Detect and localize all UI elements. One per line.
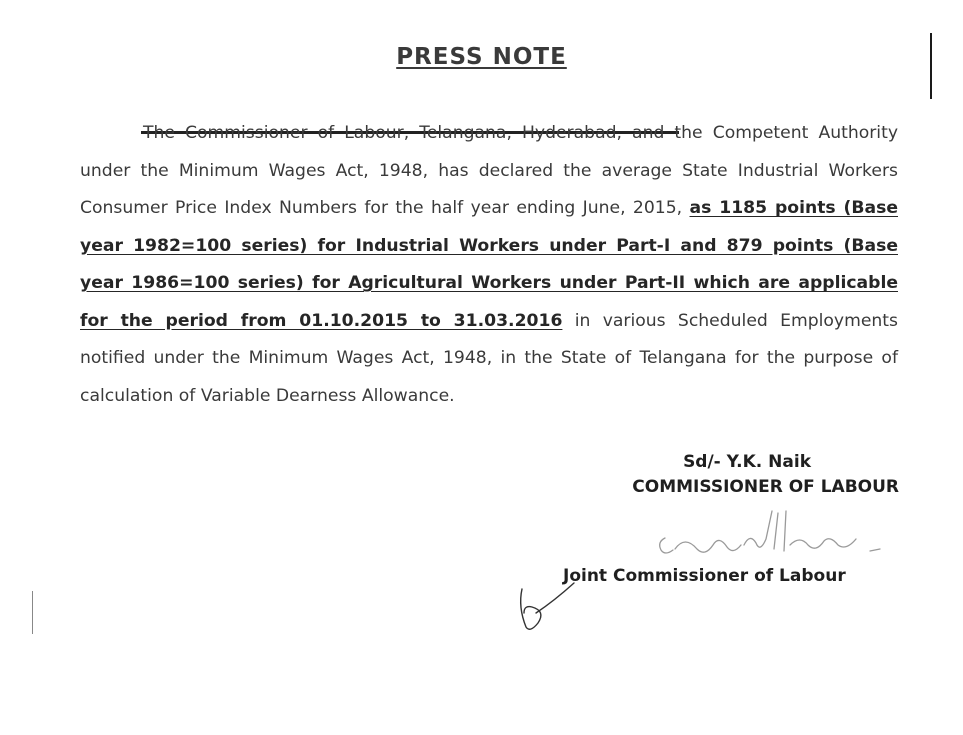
handwritten-initials	[510, 575, 580, 635]
attesting-officer: Joint Commissioner of Labour	[563, 566, 846, 586]
handwritten-signature	[640, 505, 890, 575]
press-note-body	[80, 115, 898, 415]
scan-edge-line-left	[32, 591, 33, 634]
sd-signatory: Sd/- Y.K. Naik	[683, 452, 811, 472]
signatory-designation: COMMISSIONER OF LABOUR	[632, 477, 899, 497]
body-intro: The Commissioner of Labour, Telangana, Hyderabad, and the Competent Authority under the Minimum Wages Act, 1948, has declared the average State Industrial Workers Consumer Price Index Numbers for the half year ending June, 2015,	[80, 123, 898, 219]
document-title: PRESS NOTE	[396, 44, 567, 70]
body-emphasis: as 1185 points (Base year 1982=100 series) for Industrial Workers under Part-I and 879 points (Base year 1986=100 series) for Agricultural Workers under Part-II which are applicable for the period from 01.10.2015 to 31.03.2016	[80, 198, 898, 331]
body-closing: in various Scheduled Employments notified under the Minimum Wages Act, 1948, in the State of Telangana for the purpose of calculation of Variable Dearness Allowance.	[80, 310, 898, 406]
